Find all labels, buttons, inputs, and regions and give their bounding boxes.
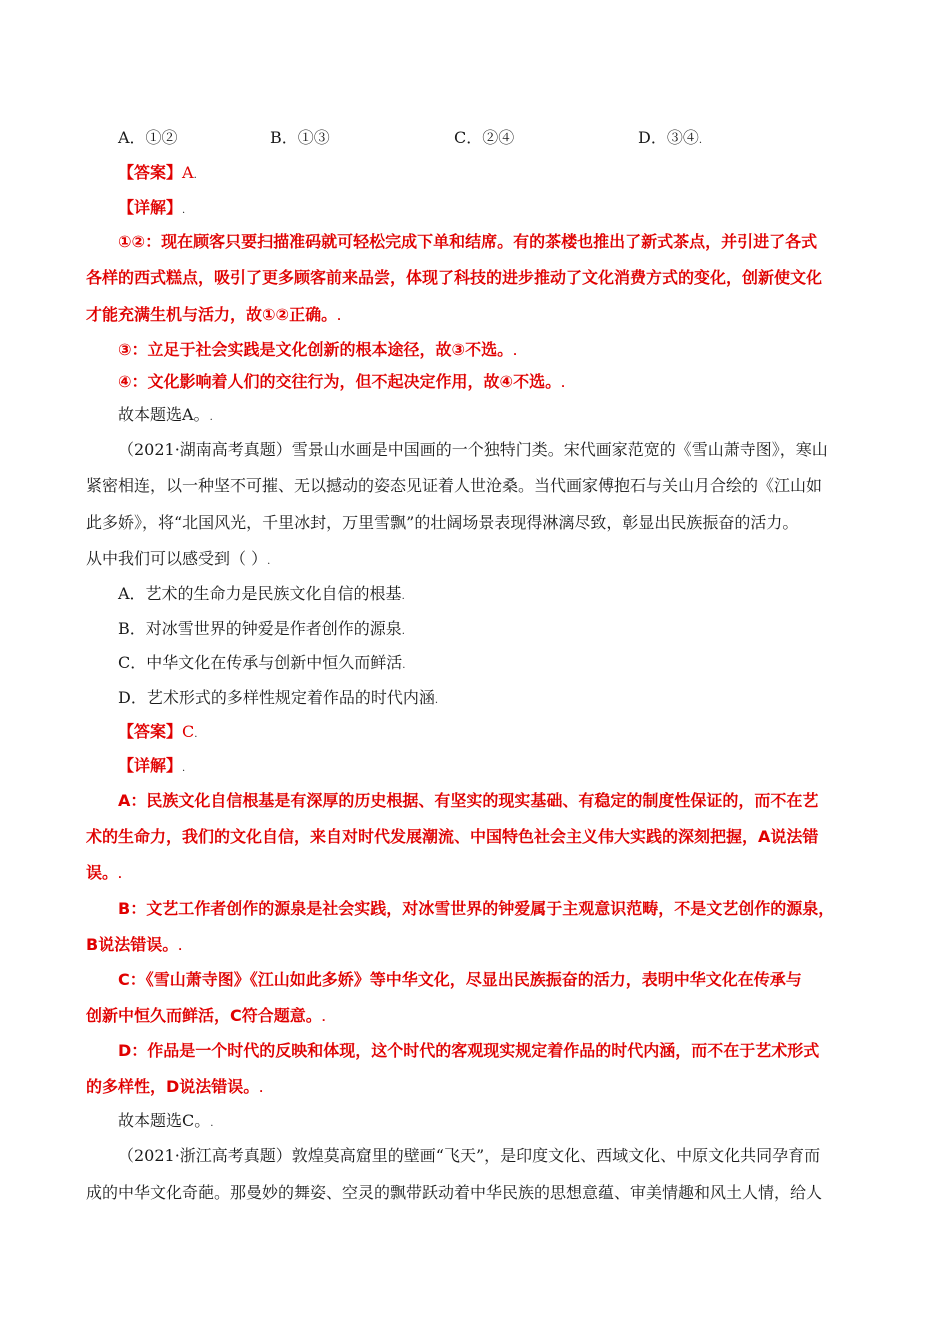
- q1-detail-line-2: 各样的西式糕点，吸引了更多顾客前来品尝，体现了科技的进步推动了文化消费方式的变化，创新使文化: [86, 268, 823, 287]
- q1-detail-label-text: 【详解】: [118, 198, 183, 217]
- q3-stem-line-2: 成的中华文化奇葩。那曼妙的舞姿、空灵的飘带跃动着中华民族的思想意蕴、审美情趣和风土人情，给人: [86, 1183, 823, 1202]
- q2-answer: 【答案】C.: [118, 722, 198, 741]
- q2-detail-line-7-text: 创新中恒久而鲜活，C符合题意。: [86, 1006, 322, 1025]
- q2-stem-line-1: （2021·湖南高考真题）雪景山水画是中国画的一个独特门类。宋代画家范宽的《雪山萧寺图》，寒山: [118, 440, 828, 459]
- q1-answer: 【答案】A.: [118, 163, 197, 182]
- q2-detail-label: 【详解】.: [118, 756, 186, 775]
- q2-detail-line-8: D：作品是一个时代的反映和体现，这个时代的客观现实规定着作品的时代内涵，而不在于艺术形式: [118, 1041, 820, 1060]
- q1-detail-line-1: ①②：现在顾客只要扫描准码就可轻松完成下单和结席。有的茶楼也推出了新式茶点，并引进了各式: [118, 232, 818, 251]
- q1-option-c: C．②④: [454, 128, 515, 147]
- q1-detail-line-4-text: ③：立足于社会实践是文化创新的根本途径，故③不选。: [118, 340, 514, 359]
- q1-answer-value: A: [182, 163, 194, 182]
- q2-detail-line-5: B说法错误。.: [86, 935, 183, 954]
- q2-option-a-text: A．艺术的生命力是民族文化自信的根基: [118, 584, 402, 603]
- q2-option-d: D．艺术形式的多样性规定着作品的时代内涵.: [118, 688, 439, 707]
- q2-option-d-text: D．艺术形式的多样性规定着作品的时代内涵: [118, 688, 435, 707]
- q2-option-c: C．中华文化在传承与创新中恒久而鲜活.: [118, 653, 406, 672]
- q2-detail-line-9-text: 的多样性，D说法错误。: [86, 1077, 260, 1096]
- q2-detail-line-3-text: 误。: [86, 863, 119, 882]
- q2-detail-line-2: 术的生命力，我们的文化自信，来自对时代发展潮流、中国特色社会主义伟大实践的深刻把握，A说法错: [86, 827, 819, 846]
- q1-detail-line-5: ④：文化影响着人们的交往行为，但不起决定作用，故④不选。.: [118, 372, 565, 391]
- q2-conclusion: 故本题选C。.: [118, 1111, 214, 1130]
- q2-option-c-text: C．中华文化在传承与创新中恒久而鲜活: [118, 653, 403, 672]
- q2-stem-line-2: 紧密相连，以一种坚不可摧、无以撼动的姿态见证着人世沧桑。当代画家傅抱石与关山月合绘的《江山如: [86, 476, 823, 495]
- q1-detail-label: 【详解】.: [118, 198, 186, 217]
- q1-detail-line-3: 才能充满生机与活力，故①②正确。.: [86, 305, 341, 324]
- q2-detail-line-7: 创新中恒久而鲜活，C符合题意。.: [86, 1006, 326, 1025]
- q1-option-d-text: D．③④: [638, 128, 699, 147]
- q2-option-b: B．对冰雪世界的钟爱是作者创作的源泉.: [118, 619, 405, 638]
- q1-option-a: A．①②: [118, 128, 178, 147]
- q1-detail-line-3-text: 才能充满生机与活力，故①②正确。: [86, 305, 338, 324]
- q2-detail-line-5-text: B说法错误。: [86, 935, 179, 954]
- q2-stem-line-4: 从中我们可以感受到（ ）.: [86, 549, 271, 568]
- q1-detail-line-4: ③：立足于社会实践是文化创新的根本途径，故③不选。.: [118, 340, 517, 359]
- q2-detail-label-text: 【详解】: [118, 756, 183, 775]
- q1-option-d: D．③④.: [638, 128, 703, 147]
- q2-answer-label: 【答案】: [118, 722, 183, 741]
- q2-answer-value: C: [182, 722, 195, 741]
- q3-stem-line-1: （2021·浙江高考真题）敦煌莫高窟里的壁画“飞天”，是印度文化、西域文化、中原文化共同孕育而: [118, 1146, 821, 1165]
- q2-detail-line-9: 的多样性，D说法错误。.: [86, 1077, 264, 1096]
- q2-detail-line-1: A：民族文化自信根基是有深厚的历史根据、有坚实的现实基础、有稳定的制度性保证的，而不在艺: [118, 791, 819, 810]
- q2-detail-line-3: 误。.: [86, 863, 122, 882]
- q2-stem-line-3: 此多娇》，将“北国风光，千里冰封，万里雪飘”的壮阔场景表现得淋漓尽致，彰显出民族振奋的活力。: [86, 513, 799, 532]
- q2-detail-line-6: C：《雪山萧寺图》《江山如此多娇》等中华文化，尽显出民族振奋的活力，表明中华文化在传承与: [118, 970, 802, 989]
- q2-stem-line-4-text: 从中我们可以感受到（ ）: [86, 549, 268, 568]
- q2-option-a: A．艺术的生命力是民族文化自信的根基.: [118, 584, 405, 603]
- q1-detail-line-5-text: ④：文化影响着人们的交往行为，但不起决定作用，故④不选。: [118, 372, 562, 391]
- q2-option-b-text: B．对冰雪世界的钟爱是作者创作的源泉: [118, 619, 402, 638]
- q2-detail-line-4: B：文艺工作者创作的源泉是社会实践，对冰雪世界的钟爱属于主观意识范畴，不是文艺创作的源泉，: [118, 899, 835, 918]
- q1-option-b: B．①③: [270, 128, 330, 147]
- q1-conclusion: 故本题选A。.: [118, 405, 213, 424]
- q2-conclusion-text: 故本题选C。: [118, 1111, 211, 1130]
- q1-answer-label: 【答案】: [118, 163, 183, 182]
- q1-conclusion-text: 故本题选A。: [118, 405, 210, 424]
